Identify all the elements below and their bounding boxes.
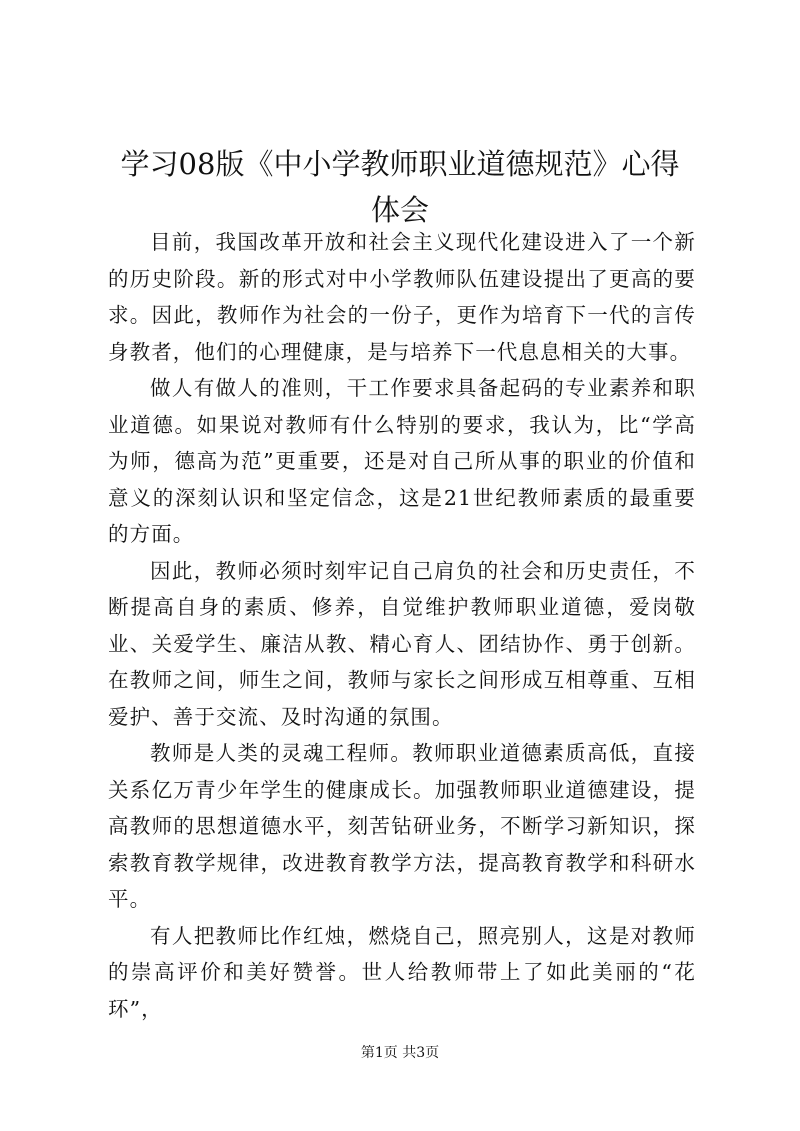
paragraph: 因此，教师必须时刻牢记自己肩负的社会和历史责任，不断提高自身的素质、修养，自觉维护教师职业道德，爱岗敬业、关爱学生、廉洁从教、精心育人、团结协作、勇于创新。在教师之间，师生之间，教师与家长之间形成互相尊重、互相爱护、善于交流、及时沟通的氛围。 (108, 558, 696, 729)
paragraph: 有人把教师比作红烛，燃烧自己，照亮别人，这是对教师的崇高评价和美好赞誉。世人给教师带上了如此美丽的“花环”， (108, 923, 696, 1021)
page-number-footer: 第1页 共3页 (360, 1045, 440, 1061)
document-title-line-2: 体会 (370, 193, 429, 227)
paragraph: 教师是人类的灵魂工程师。教师职业道德素质高低，直接关系亿万青少年学生的健康成长。加强教师职业道德建设，提高教师的思想道德水平，刻苦钻研业务，不断学习新知识，探索教育教学规律，改进教育教学方法，提高教育教学和科研水平。 (108, 741, 696, 911)
document-body (108, 224, 696, 1027)
document-title-line-1: 学习08版《中小学教师职业道德规范》心得 (120, 147, 680, 181)
paragraph: 目前，我国改革开放和社会主义现代化建设进入了一个新的历史阶段。新的形式对中小学教师队伍建设提出了更高的要求。因此，教师作为社会的一份子，更作为培育下一代的言传身教者，他们的心理健康，是与培养下一代息息相关的大事。 (108, 230, 696, 364)
paragraph: 做人有做人的准则，干工作要求具备起码的专业素养和职业道德。如果说对教师有什么特别的要求，我认为，比“学高为师，德高为范”更重要，还是对自己所从事的职业的价值和意义的深刻认识和坚定信念，这是21世纪教师素质的最重要的方面。 (108, 376, 696, 546)
